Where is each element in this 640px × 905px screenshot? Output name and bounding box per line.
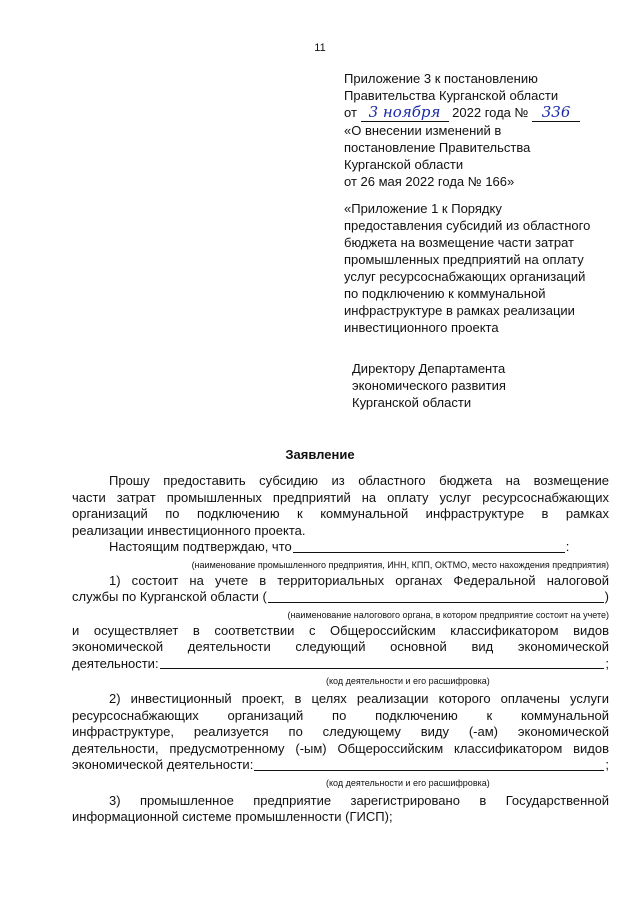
addressee-line: Курганской области [352, 395, 472, 410]
punct: ) [604, 589, 609, 604]
punct: ; [605, 655, 609, 671]
blank-enterprise [293, 540, 565, 553]
blank-activity-2 [254, 758, 604, 771]
punct: ; [605, 757, 609, 772]
activity-text: деятельности: [72, 655, 159, 671]
blank-tax-office [268, 590, 604, 603]
date-prefix: от [344, 105, 357, 120]
document-body [72, 473, 609, 826]
header-line: Приложение 3 к постановлению [344, 71, 538, 86]
body-line: 1) состоит на учете в территориальных органах Федеральной налоговой [109, 572, 609, 588]
confirm-line [72, 539, 609, 556]
caption-activity: (код деятельности и его расшифровка) [326, 676, 490, 686]
header-line: от 26 мая 2022 года № 166» [344, 174, 515, 189]
appendix-block [344, 200, 634, 336]
body-line: организаций по подключению к коммунальной инфраструктуре в рамках [72, 506, 609, 521]
activity-line-2 [72, 757, 609, 774]
confirm-text: Настоящим подтверждаю, что [109, 539, 292, 554]
body-line: экономической деятельности следующий основной вид экономической [72, 639, 609, 654]
addressee-line: Директору Департамента [352, 361, 506, 376]
appendix-line: услуг ресурсоснабжающих организаций [344, 269, 586, 284]
activity-line [72, 656, 609, 673]
tax-text: службы по Курганской области ( [72, 589, 267, 604]
body-line: инфраструктуре, реализуется по следующему виду (-ам) экономической [72, 724, 609, 739]
body-line: деятельности, предусмотренному (-ым) Общероссийским классификатором видов [72, 740, 609, 756]
tax-line [72, 589, 609, 606]
appendix-line: инфраструктуре в рамках реализации [344, 303, 575, 318]
header-line: Правительства Курганской области [344, 88, 559, 103]
header-line: «О внесении изменений в [344, 123, 502, 138]
caption-activity-2: (код деятельности и его расшифровка) [326, 777, 490, 788]
caption-enterprise: (наименование промышленного предприятия, ИНН, КПП, ОКТМО, место нахождения предприятия) [191, 559, 609, 570]
header-line: постановление Правительства [344, 140, 531, 155]
appendix-line: бюджета на возмещение части затрат [344, 235, 575, 250]
handwritten-number: 336 [541, 103, 571, 121]
body-line: 2) инвестиционный проект, в целях реализации которого оплачены услуги [109, 691, 609, 706]
caption-tax-office: (наименование налогового органа, в котором предприятие состоит на учете) [287, 609, 609, 620]
body-line: информационной системе промышленности (ГИСП); [72, 809, 393, 824]
header-line: Курганской области [344, 157, 464, 172]
body-line: Прошу предоставить субсидию из областного бюджета на возмещение [109, 473, 609, 488]
addressee-block [352, 360, 640, 411]
blank-activity [160, 656, 605, 669]
handwritten-date: 3 ноября [368, 103, 441, 121]
document-title: Заявление [285, 447, 355, 462]
appendix-line: «Приложение 1 к Порядку [344, 201, 502, 216]
header-block [344, 70, 634, 190]
body-line: части затрат промышленных предприятий на оплату услуг ресурсоснабжающих [72, 489, 609, 505]
punct: : [565, 539, 570, 554]
activity-text-2: экономической деятельности: [72, 757, 254, 772]
body-line: реализации инвестиционного проекта. [72, 522, 306, 538]
body-line: и осуществляет в соответствии с Общероссийским классификатором видов [72, 622, 609, 638]
body-line: ресурсоснабжающих организаций по подключению к коммунальной [72, 707, 609, 723]
appendix-line: инвестиционного проекта [344, 320, 499, 335]
header-date-line [344, 104, 634, 122]
appendix-line: по подключению к коммунальной [344, 286, 546, 301]
date-suffix: 2022 года № [452, 105, 529, 120]
page-number: 11 [314, 42, 326, 54]
appendix-line: промышленных предприятий на оплату [344, 252, 584, 267]
body-line: 3) промышленное предприятие зарегистрировано в Государственной [109, 792, 609, 808]
addressee-line: экономического развития [352, 378, 506, 393]
appendix-line: предоставления субсидий из областного [344, 218, 591, 233]
